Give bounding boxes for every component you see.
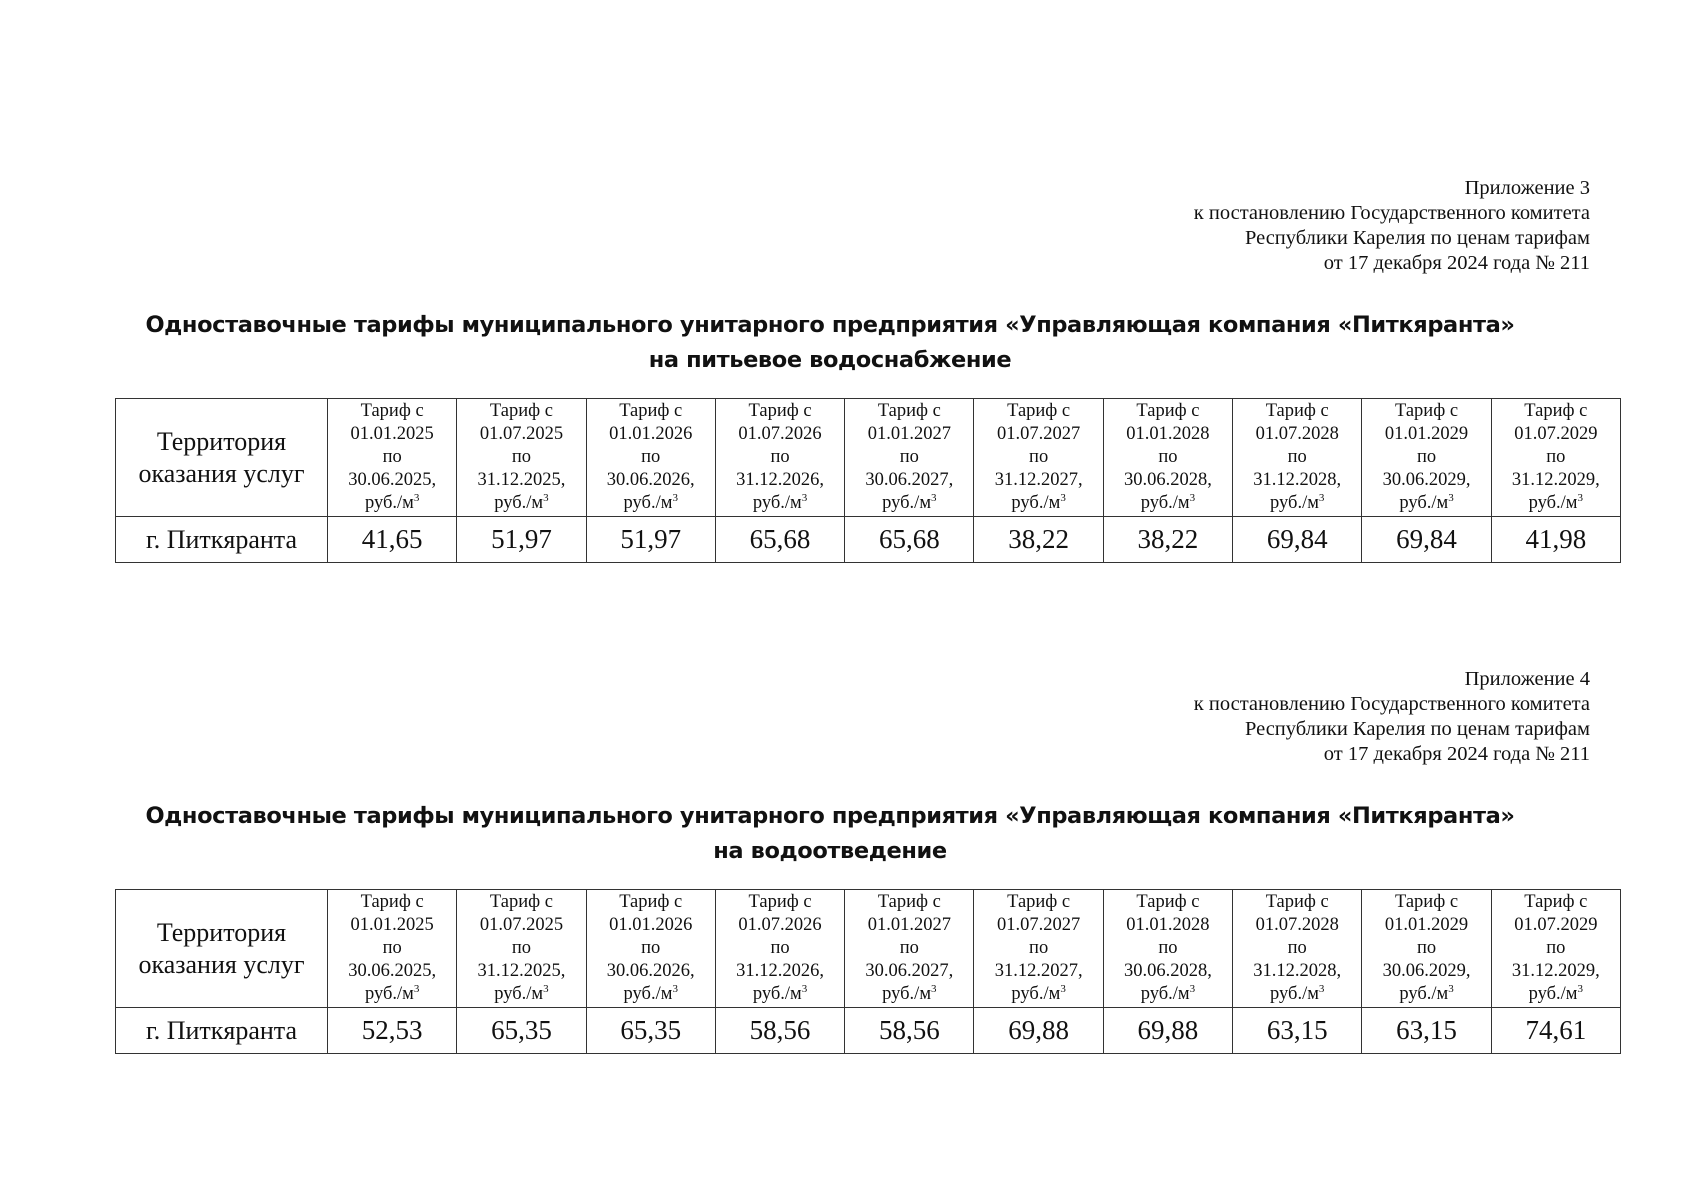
period-column-header: Тариф с 01.01.2029 по 30.06.2029, $руб./м^3$ bbox=[1362, 399, 1491, 517]
tariff-value-cell: 58,56 bbox=[715, 1008, 844, 1054]
appendix-ref-line: Республики Карелия по ценам тарифам bbox=[1244, 718, 1590, 740]
territory-column-header: Территория оказания услуг bbox=[116, 890, 328, 1008]
period-column-header: Тариф с 01.07.2029 по 31.12.2029, $руб./м^3$ bbox=[1491, 399, 1620, 517]
period-column-header: Тариф с 01.07.2026 по 31.12.2026, $руб./м^3$ bbox=[715, 890, 844, 1008]
appendix-header bbox=[1194, 176, 1590, 276]
tariff-table bbox=[115, 398, 1621, 563]
period-column-header: Тариф с 01.07.2028 по 31.12.2028, $руб./м^3$ bbox=[1233, 890, 1362, 1008]
period-column-header: Тариф с 01.01.2027 по 30.06.2027, $руб./м^3$ bbox=[845, 890, 974, 1008]
period-column-header: Тариф с 01.01.2028 по 30.06.2028, $руб./м^3$ bbox=[1103, 399, 1232, 517]
period-column-header: Тариф с 01.01.2029 по 30.06.2029, $руб./м^3$ bbox=[1362, 890, 1491, 1008]
tariff-value-cell: 63,15 bbox=[1362, 1008, 1491, 1054]
appendix-number: Приложение 4 bbox=[1464, 668, 1590, 690]
appendix-date-line: от 17 декабря 2024 года № 211 bbox=[1323, 252, 1590, 274]
tariff-value-cell: 52,53 bbox=[328, 1008, 457, 1054]
appendix-header bbox=[1194, 667, 1590, 767]
tariff-value-cell: 58,56 bbox=[845, 1008, 974, 1054]
table-row bbox=[116, 1008, 1621, 1054]
title-line: Одноставочные тарифы муниципального унитарного предприятия «Управляющая компания «Питкяранта» bbox=[145, 803, 1515, 829]
tariff-value-cell: 38,22 bbox=[974, 517, 1103, 563]
tariff-value-cell: 41,65 bbox=[328, 517, 457, 563]
period-column-header: Тариф с 01.07.2026 по 31.12.2026, $руб./м^3$ bbox=[715, 399, 844, 517]
title-line: Одноставочные тарифы муниципального унитарного предприятия «Управляющая компания «Питкяранта» bbox=[145, 312, 1515, 338]
title-subline: на питьевое водоснабжение bbox=[648, 347, 1012, 373]
period-column-header: Тариф с 01.01.2028 по 30.06.2028, $руб./м^3$ bbox=[1103, 890, 1232, 1008]
tariff-value-cell: 51,97 bbox=[457, 517, 586, 563]
appendix-date-line: от 17 декабря 2024 года № 211 bbox=[1323, 743, 1590, 765]
tariff-value-cell: 69,88 bbox=[1103, 1008, 1232, 1054]
appendix-ref-line: Республики Карелия по ценам тарифам bbox=[1244, 227, 1590, 249]
tariff-value-cell: 69,84 bbox=[1233, 517, 1362, 563]
period-column-header: Тариф с 01.07.2028 по 31.12.2028, $руб./м^3$ bbox=[1233, 399, 1362, 517]
document-title bbox=[0, 308, 1660, 378]
table-header-row bbox=[116, 890, 1621, 1008]
period-column-header: Тариф с 01.07.2025 по 31.12.2025, $руб./м^3$ bbox=[457, 890, 586, 1008]
period-column-header: Тариф с 01.01.2025 по 30.06.2025, $руб./м^3$ bbox=[328, 890, 457, 1008]
territory-cell: г. Питкяранта bbox=[116, 517, 328, 563]
period-column-header: Тариф с 01.07.2027 по 31.12.2027, $руб./м^3$ bbox=[974, 399, 1103, 517]
territory-column-header: Территория оказания услуг bbox=[116, 399, 328, 517]
table-header-row bbox=[116, 399, 1621, 517]
tariff-value-cell: 69,84 bbox=[1362, 517, 1491, 563]
table-row bbox=[116, 517, 1621, 563]
appendix-ref-line: к постановлению Государственного комитета bbox=[1193, 693, 1590, 715]
tariff-value-cell: 51,97 bbox=[586, 517, 715, 563]
tariff-value-cell: 38,22 bbox=[1103, 517, 1232, 563]
appendix-ref-line: к постановлению Государственного комитета bbox=[1193, 202, 1590, 224]
tariff-value-cell: 65,35 bbox=[457, 1008, 586, 1054]
period-column-header: Тариф с 01.01.2026 по 30.06.2026, $руб./м^3$ bbox=[586, 890, 715, 1008]
tariff-value-cell: 65,68 bbox=[845, 517, 974, 563]
tariff-value-cell: 69,88 bbox=[974, 1008, 1103, 1054]
period-column-header: Тариф с 01.01.2027 по 30.06.2027, $руб./м^3$ bbox=[845, 399, 974, 517]
period-column-header: Тариф с 01.01.2025 по 30.06.2025, $руб./м^3$ bbox=[328, 399, 457, 517]
tariff-value-cell: 65,68 bbox=[715, 517, 844, 563]
period-column-header: Тариф с 01.01.2026 по 30.06.2026, $руб./м^3$ bbox=[586, 399, 715, 517]
tariff-value-cell: 63,15 bbox=[1233, 1008, 1362, 1054]
period-column-header: Тариф с 01.07.2029 по 31.12.2029, $руб./м^3$ bbox=[1491, 890, 1620, 1008]
tariff-value-cell: 41,98 bbox=[1491, 517, 1620, 563]
document-title bbox=[0, 799, 1660, 869]
period-column-header: Тариф с 01.07.2027 по 31.12.2027, $руб./м^3$ bbox=[974, 890, 1103, 1008]
territory-cell: г. Питкяранта bbox=[116, 1008, 328, 1054]
tariff-value-cell: 74,61 bbox=[1491, 1008, 1620, 1054]
title-subline: на водоотведение bbox=[713, 838, 947, 864]
appendix-number: Приложение 3 bbox=[1464, 177, 1590, 199]
tariff-value-cell: 65,35 bbox=[586, 1008, 715, 1054]
period-column-header: Тариф с 01.07.2025 по 31.12.2025, $руб./м^3$ bbox=[457, 399, 586, 517]
tariff-table bbox=[115, 889, 1621, 1054]
